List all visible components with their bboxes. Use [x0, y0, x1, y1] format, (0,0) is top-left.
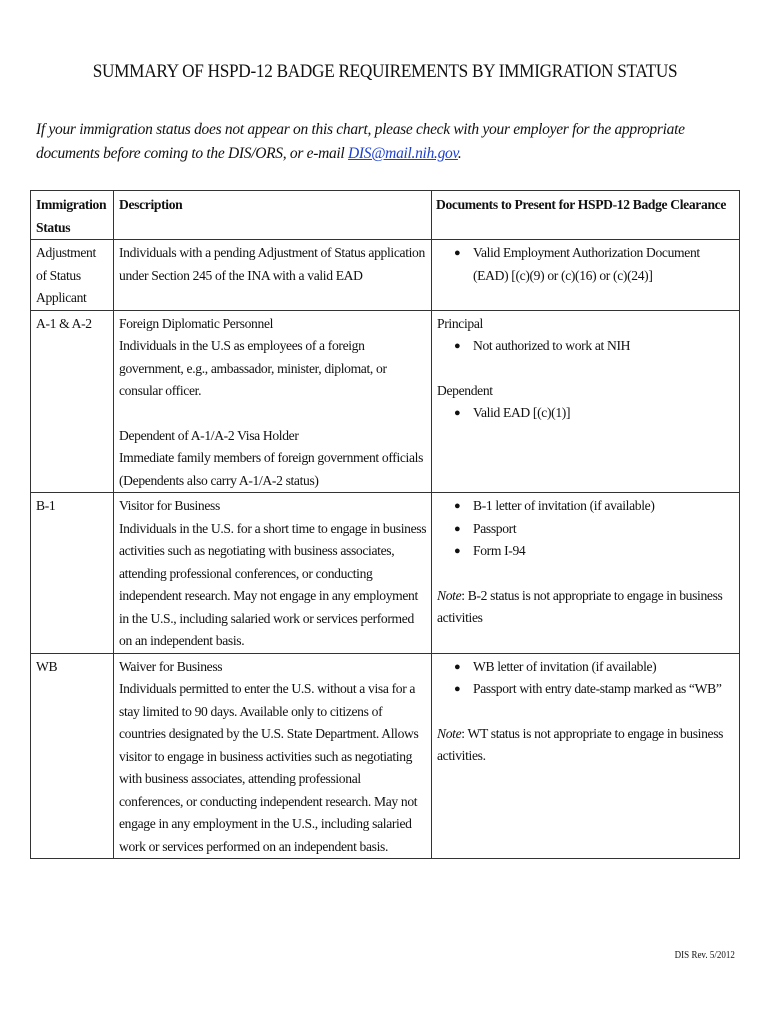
note-label: Note	[437, 587, 462, 603]
description-text: Individuals permitted to enter the U.S. without a visa for a stay limited to 90 days. Available only to citizens of countries designated by the U.S. State Department. Allows visitor to engage in business activities such as negotiating with business associates, attending professional conferences, or conducting independent research. May not engage in any employment in the U.S., including salaried work or services performed on an independent basis.	[119, 681, 419, 854]
document-item-text: Not authorized to work at NIH	[473, 338, 631, 353]
bullet-icon: ●	[454, 545, 461, 557]
revision-footer: DIS Rev. 5/2012	[674, 950, 735, 961]
description-text: Individuals in the U.S as employees of a foreign government, e.g., ambassador, minister, diplomat, or consular officer.	[119, 338, 387, 398]
intro-text: If your immigration status does not appear on this chart, please check with your employer for the appropriate documents before coming to the DIS/ORS, or e-mail	[36, 121, 685, 162]
table-row	[31, 310, 740, 493]
description-cell	[114, 310, 432, 493]
list-item	[437, 540, 735, 563]
note-text	[437, 723, 735, 768]
table-row	[31, 493, 740, 654]
bullet-icon: ●	[454, 247, 461, 259]
document-group-heading: Dependent	[437, 382, 493, 398]
document-list	[437, 495, 735, 563]
intro-text-end: .	[457, 145, 462, 162]
list-item	[437, 402, 735, 425]
description-text: Individuals with a pending Adjustment of Status application under Section 245 of the INA with a valid EAD	[119, 245, 425, 283]
document-item-text: Passport	[473, 520, 517, 536]
list-item	[437, 656, 735, 679]
status-cell: A-1 & A-2	[31, 310, 114, 493]
status-cell: WB	[31, 653, 114, 859]
document-group-heading: Principal	[437, 315, 483, 331]
documents-cell	[432, 310, 740, 493]
list-item	[437, 335, 735, 358]
note-label: Note	[437, 725, 462, 741]
intro-paragraph	[36, 118, 748, 166]
document-list	[437, 335, 735, 358]
page-title: SUMMARY OF HSPD-12 BADGE REQUIREMENTS BY IMMIGRATION STATUS	[92, 62, 678, 82]
list-item	[437, 495, 735, 518]
document-item-text: Passport with entry date-stamp marked as “WB”	[473, 681, 722, 696]
bullet-icon: ●	[454, 683, 461, 695]
document-list	[437, 402, 735, 425]
bullet-icon: ●	[454, 500, 461, 512]
description-cell	[114, 493, 432, 654]
bullet-icon: ●	[454, 407, 461, 419]
bullet-icon: ●	[454, 660, 461, 673]
column-header-documents: Documents to Present for HSPD-12 Badge Clearance	[432, 191, 740, 240]
description-cell	[114, 653, 432, 859]
documents-cell	[432, 240, 740, 311]
document-item-text: Valid Employment Authorization Document (EAD) [(c)(9) or (c)(16) or (c)(24)]	[473, 245, 700, 283]
documents-cell	[432, 493, 740, 654]
document-item-text: B-1 letter of invitation (if available)	[473, 498, 655, 513]
description-heading: Dependent of A-1/A-2 Visa Holder	[119, 427, 299, 443]
table-header-row	[31, 191, 740, 240]
document-list	[437, 656, 735, 701]
bullet-icon: ●	[454, 340, 461, 352]
column-header-status: Immigration Status	[31, 191, 114, 240]
status-cell: Adjustment of Status Applicant	[31, 240, 114, 311]
list-item	[437, 242, 735, 287]
documents-cell	[432, 653, 740, 859]
document-list	[437, 242, 735, 287]
note-body: : B-2 status is not appropriate to engage in business activities	[437, 587, 723, 625]
list-item	[437, 678, 735, 701]
document-item-text: Valid EAD [(c)(1)]	[473, 405, 571, 420]
document-item-text: Form I-94	[473, 543, 526, 558]
note-text	[437, 585, 735, 630]
description-heading: Waiver for Business	[119, 658, 223, 674]
description-text: Individuals in the U.S. for a short time to engage in business activities such as negotiating with business associates, attending professional conferences, or conducting independent research. May not engage in any employment in the U.S., including salaried work or services performed on an independent basis.	[119, 520, 427, 648]
list-item	[437, 518, 735, 541]
table-row	[31, 653, 740, 859]
status-cell: B-1	[31, 493, 114, 654]
table-row	[31, 240, 740, 311]
requirements-table	[30, 190, 740, 859]
email-link[interactable]: DIS@mail.nih.gov	[348, 145, 458, 162]
description-cell	[114, 240, 432, 311]
bullet-icon: ●	[454, 522, 461, 535]
description-heading: Foreign Diplomatic Personnel	[119, 315, 274, 331]
note-body: : WT status is not appropriate to engage in business activities.	[437, 725, 724, 763]
description-text: Immediate family members of foreign government officials (Dependents also carry A-1/A-2 status)	[119, 450, 424, 488]
column-header-description: Description	[114, 191, 432, 240]
description-heading: Visitor for Business	[119, 498, 220, 513]
document-item-text: WB letter of invitation (if available)	[473, 658, 657, 674]
